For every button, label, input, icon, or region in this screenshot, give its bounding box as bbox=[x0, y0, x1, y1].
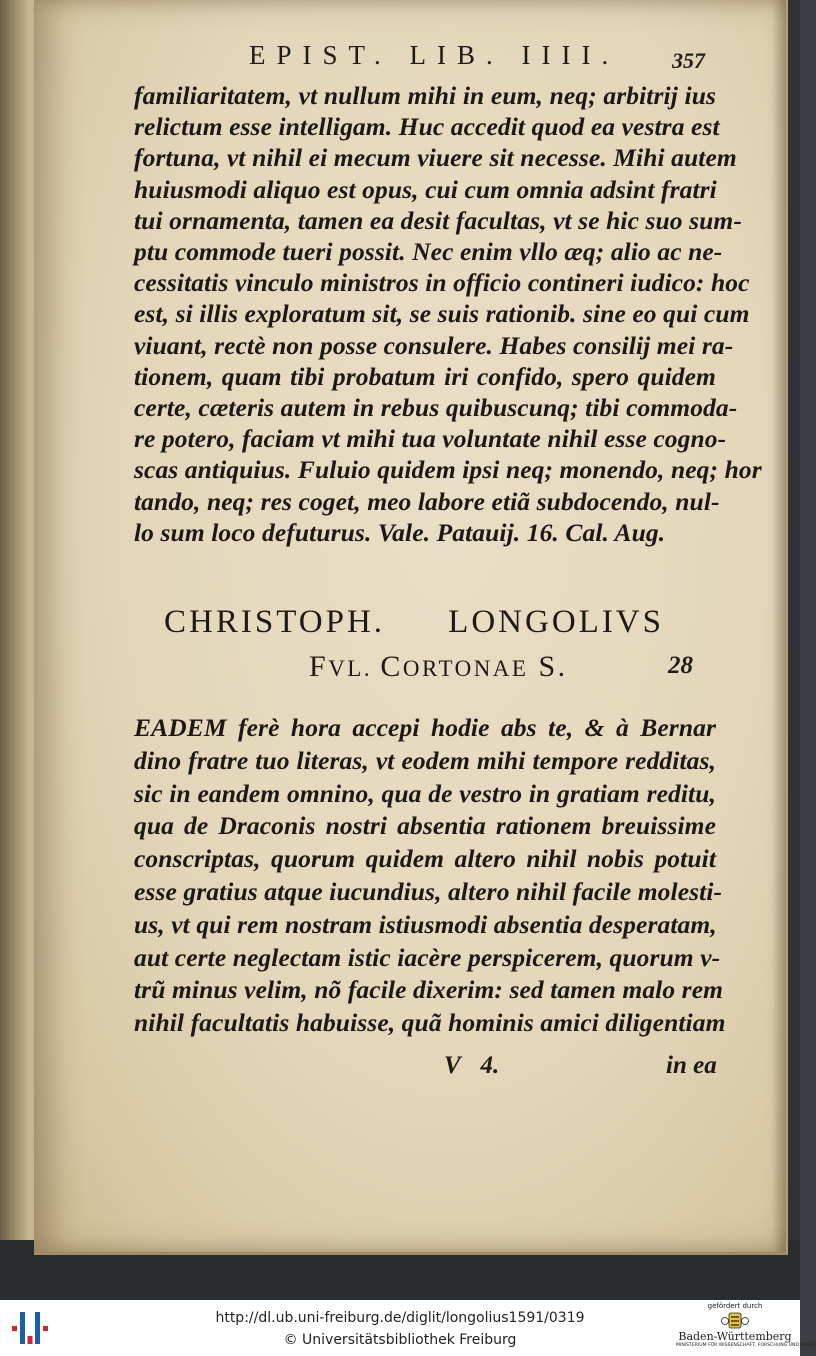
funder-ministry: MINISTERIUM FÜR WISSENSCHAFT, FORSCHUNG UND KUNST bbox=[676, 1343, 816, 1348]
text-line: aut certe neglectam istic iacère perspicerem, quorum v- bbox=[134, 942, 721, 972]
heading-part: F bbox=[309, 650, 329, 683]
text-line: viuant, rectè non posse consulere. Habes consilij mei ra- bbox=[134, 330, 734, 360]
state-crest-icon bbox=[720, 1312, 750, 1330]
text-line: est, si illis exploratum sit, se suis rationib. sine eo qui cum bbox=[134, 299, 750, 329]
text-line: us, vt qui rem nostram istiusmodi absentia desperatam, bbox=[134, 909, 717, 939]
heading-part: VL. bbox=[328, 656, 381, 681]
book-page bbox=[34, 0, 788, 1255]
text-line: tando, neq; res coget, meo labore etiã subdocendo, nul- bbox=[134, 486, 720, 516]
heading-part: ORTONAE bbox=[402, 656, 529, 681]
funder-label: gefördert durch bbox=[707, 1302, 763, 1310]
text-line: re potero, faciam vt mihi tua voluntate nihil esse cogno- bbox=[134, 424, 727, 454]
running-head: EPIST. LIB. IIII. bbox=[249, 40, 620, 70]
text-line: fortuna, vt nihil ei mecum viuere sit necesse. Mihi autem bbox=[134, 143, 737, 173]
copyright-text: © Universitätsbibliothek Freiburg bbox=[283, 1332, 517, 1348]
funder-name: Baden-Württemberg bbox=[678, 1330, 792, 1343]
heading-part: C bbox=[380, 650, 403, 683]
text-line: dino fratre tuo literas, vt eodem mihi tempore redditas, bbox=[134, 745, 716, 775]
text-line: sic in eandem omnino, qua de vestro in gratiam reditu, bbox=[134, 778, 716, 808]
text-line: tui ornamenta, tamen ea desit facultas, vt se hic suo sum- bbox=[134, 205, 742, 235]
text-line: tionem, quam tibi probatum iri confido, spero quidem bbox=[134, 361, 716, 391]
heading-part: S. bbox=[528, 650, 568, 683]
text-line: trũ minus velim, nõ facile dixerim: sed tamen malo rem bbox=[134, 975, 724, 1005]
text-line: ptu commode tueri possit. Nec enim vllo æq; alio ac ne- bbox=[134, 237, 723, 266]
catchword: in ea bbox=[666, 1052, 717, 1079]
text-line: nihil facultatis habuisse, quã hominis amici diligentiam bbox=[134, 1008, 726, 1038]
text-line: lo sum loco defuturus. Vale. Patauij. 16. Cal. Aug. bbox=[134, 517, 666, 547]
text-line: certe, cæteris autem in rebus quibuscunq; tibi commoda- bbox=[134, 393, 738, 422]
text-line: esse gratius atque iucundius, altero nihil facile molesti- bbox=[134, 877, 723, 906]
text-line: scas antiquius. Fuluio quidem ipsi neq; monendo, neq; hor bbox=[134, 455, 762, 485]
text-line: conscriptas, quorum quidem altero nihil nobis potuit bbox=[134, 844, 716, 874]
text-line: qua de Draconis nostri absentia rationem breuissime bbox=[134, 811, 716, 841]
text-line: huiusmodi aliquo est opus, cui cum omnia adsint fratri bbox=[134, 174, 717, 204]
text-line: cessitatis vinculo ministros in officio contineri iudico: hoc bbox=[134, 268, 750, 298]
funder-badge bbox=[676, 1302, 816, 1354]
signature-mark: V 4. bbox=[444, 1052, 500, 1079]
page-number: 357 bbox=[672, 48, 705, 73]
text-line: familiaritatem, vt nullum mihi in eum, neq; arbitrij ius bbox=[134, 81, 716, 110]
permalink-link[interactable]: http://dl.ub.uni-freiburg.de/diglit/longolius1591/0319 bbox=[215, 1310, 585, 1326]
viewer-footer bbox=[0, 1300, 816, 1356]
text-line: relictum esse intelligam. Huc accedit quod ea vestra est bbox=[134, 112, 720, 142]
text-line: EADEM ferè hora accepi hodie abs te, & à Bernar bbox=[134, 713, 716, 742]
letter-number: 28 bbox=[668, 652, 693, 679]
letter-heading-recipient bbox=[309, 650, 579, 684]
letter-heading-author: CHRISTOPH. LONGOLIVS bbox=[164, 604, 664, 640]
